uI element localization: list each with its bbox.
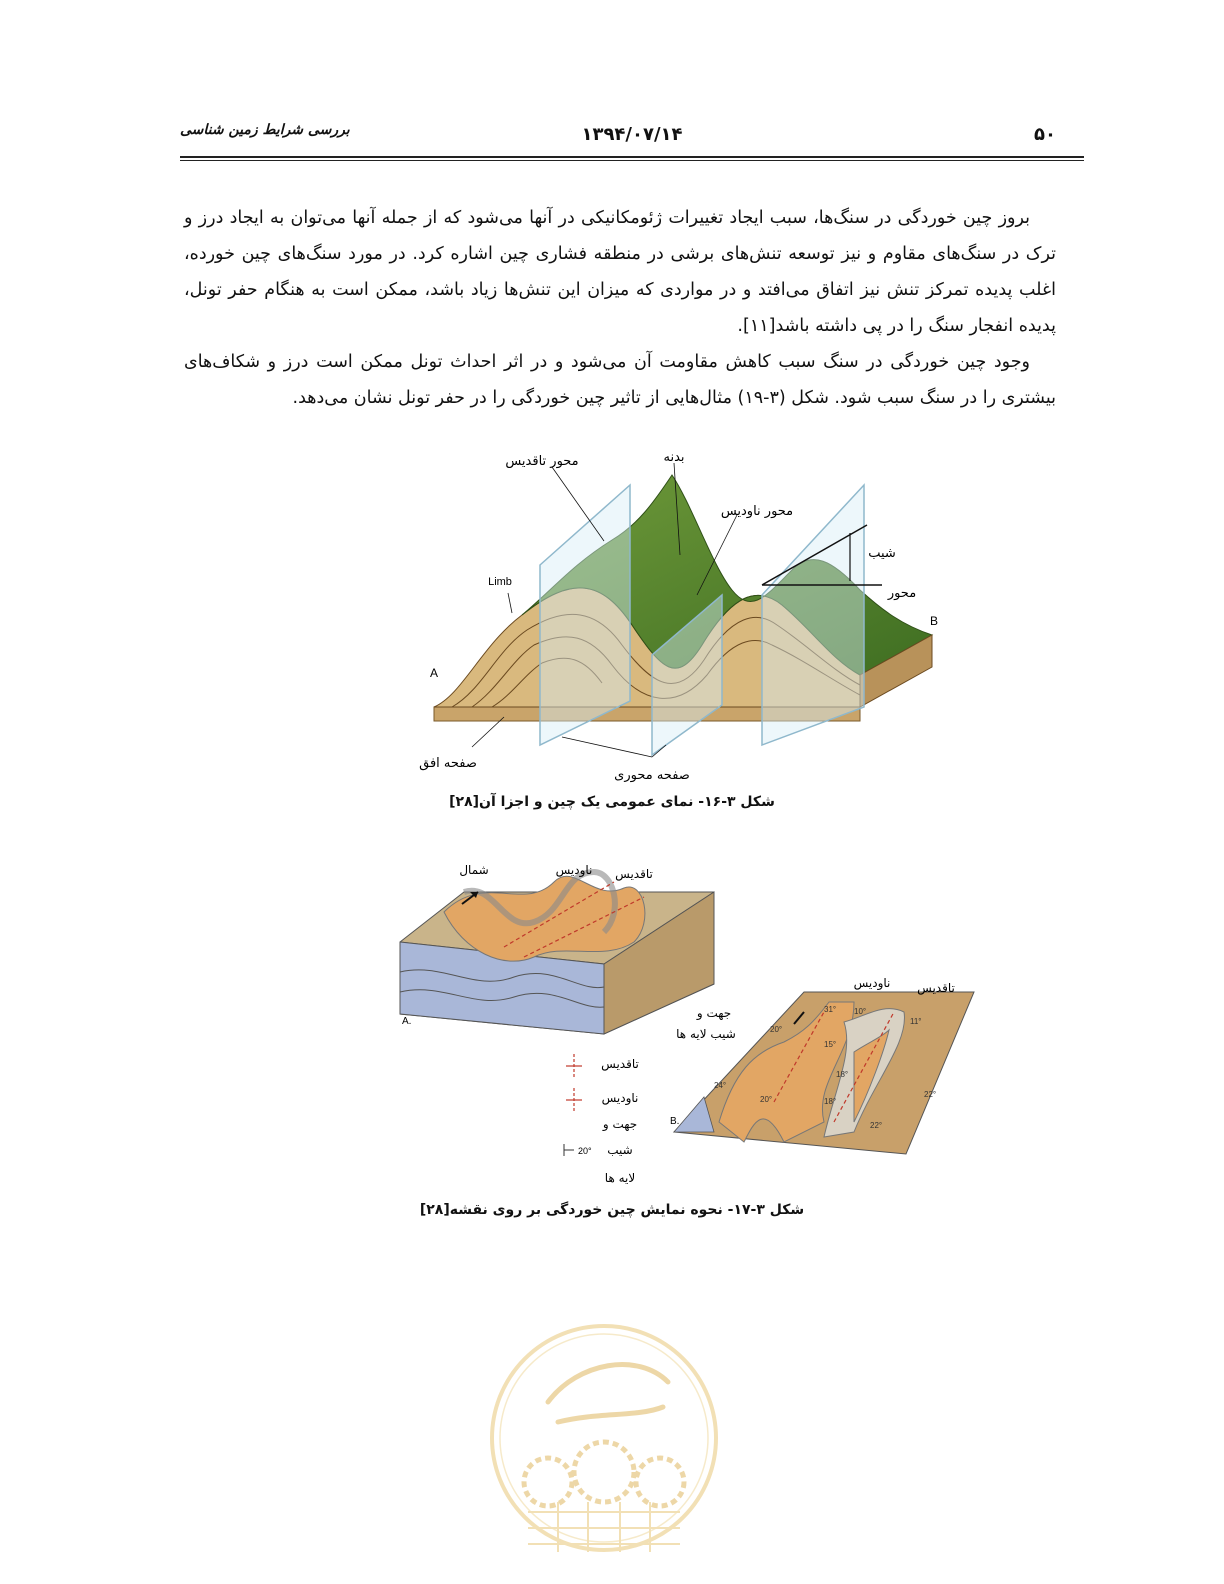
label-a: A xyxy=(429,666,439,680)
header-date: ۱۳۹۴/۰۷/۱۴ xyxy=(581,124,683,145)
label-axis: محور xyxy=(887,586,917,601)
dip-value: 20° xyxy=(760,1095,773,1104)
page-header xyxy=(180,118,1084,148)
label-north: شمال xyxy=(459,863,489,877)
dip-value: 22° xyxy=(924,1090,937,1099)
label-b: B xyxy=(929,614,939,628)
map-label-anticline: تاقدیس xyxy=(917,981,955,995)
dip-value: 15° xyxy=(824,1040,837,1049)
paragraph: وجود چین خوردگی در سنگ سبب کاهش مقاومت آن می‌شود و در اثر احداث تونل ممکن است درز و شکاف‌های بیشتری را در سنگ سبب شود. شکل (۳-۱۹) مثال‌هایی از تاثیر چین خوردگی را در حفر تونل نشان می‌دهد. xyxy=(184,352,1056,408)
label-syncline: ناودیس xyxy=(555,863,593,877)
legend-dir-1: جهت و xyxy=(602,1117,638,1131)
dip-value: 18° xyxy=(836,1070,849,1079)
fold-map-diagram xyxy=(384,852,984,1192)
label-body: بدنه xyxy=(663,450,685,465)
label-horizon-plane: صفحه افق xyxy=(419,756,477,771)
header-rule-thin xyxy=(180,160,1084,161)
legend-syncline: ناودیس xyxy=(601,1091,639,1105)
body-text xyxy=(184,200,1056,416)
watermark-logo xyxy=(488,1322,720,1584)
page-number: ۵۰ xyxy=(1034,124,1056,145)
label-syncline-axis: محور ناودیس xyxy=(720,504,794,519)
label-anticline-axis: محور تاقدیس xyxy=(505,454,579,469)
map-label-syncline: ناودیس xyxy=(853,976,891,990)
dip-value: 11° xyxy=(910,1017,922,1026)
label-strike-dip-1: جهت و xyxy=(696,1006,732,1020)
figure-caption: شکل ۳-۱۷- نحوه نمایش چین خوردگی بر روی نقشه[۲۸] xyxy=(419,1202,805,1218)
paragraph: بروز چین خوردگی در سنگ‌ها، سبب ایجاد تغییرات ژئومکانیکی در آنها می‌شود که از جمله آنها می‌توان به ایجاد درز و ترک در سنگ‌های مقاوم و نیز توسعه تنش‌های برشی در منطقه فشاری چین اشاره کرد. در مورد سنگ‌های چین خورده، اغلب پدیده تمرکز تنش نیز اتفاق می‌افتد و در مواردی که میزان این تنش‌ها زیاد باشد، ممکن است به هنگام حفر تونل، پدیده انفجار سنگ را در پی داشته باشد[۱۱]. xyxy=(184,208,1056,336)
dip-value: 10° xyxy=(854,1007,867,1016)
dip-value: 18° xyxy=(824,1097,837,1106)
dip-value: 22° xyxy=(870,1121,883,1130)
header-title: بررسی شرایط زمین شناسی xyxy=(180,122,350,138)
header-rule xyxy=(180,156,1084,158)
label-strike-dip-2: شیب لایه ها xyxy=(676,1027,736,1041)
legend-dir-3: لایه ها xyxy=(604,1171,636,1185)
dip-value: 24° xyxy=(714,1081,727,1090)
fold-diagram xyxy=(412,445,952,795)
dip-value: 20° xyxy=(770,1025,783,1034)
label-axial-plane: صفحه محوری xyxy=(614,768,690,783)
legend-anticline: تاقدیس xyxy=(601,1057,639,1071)
label-dip: شیب xyxy=(868,546,896,561)
label-limb: Limb xyxy=(488,576,512,588)
label-b: B. xyxy=(670,1116,680,1127)
legend-dir-2: شیب xyxy=(607,1143,633,1157)
label-anticline: تاقدیس xyxy=(615,867,653,881)
dip-value: 31° xyxy=(824,1005,837,1014)
label-a: A. xyxy=(402,1016,412,1027)
figure-caption: شکل ۳-۱۶- نمای عمومی یک چین و اجزا آن[۲۸] xyxy=(449,794,775,810)
legend-dip-value: 20° xyxy=(578,1146,592,1156)
